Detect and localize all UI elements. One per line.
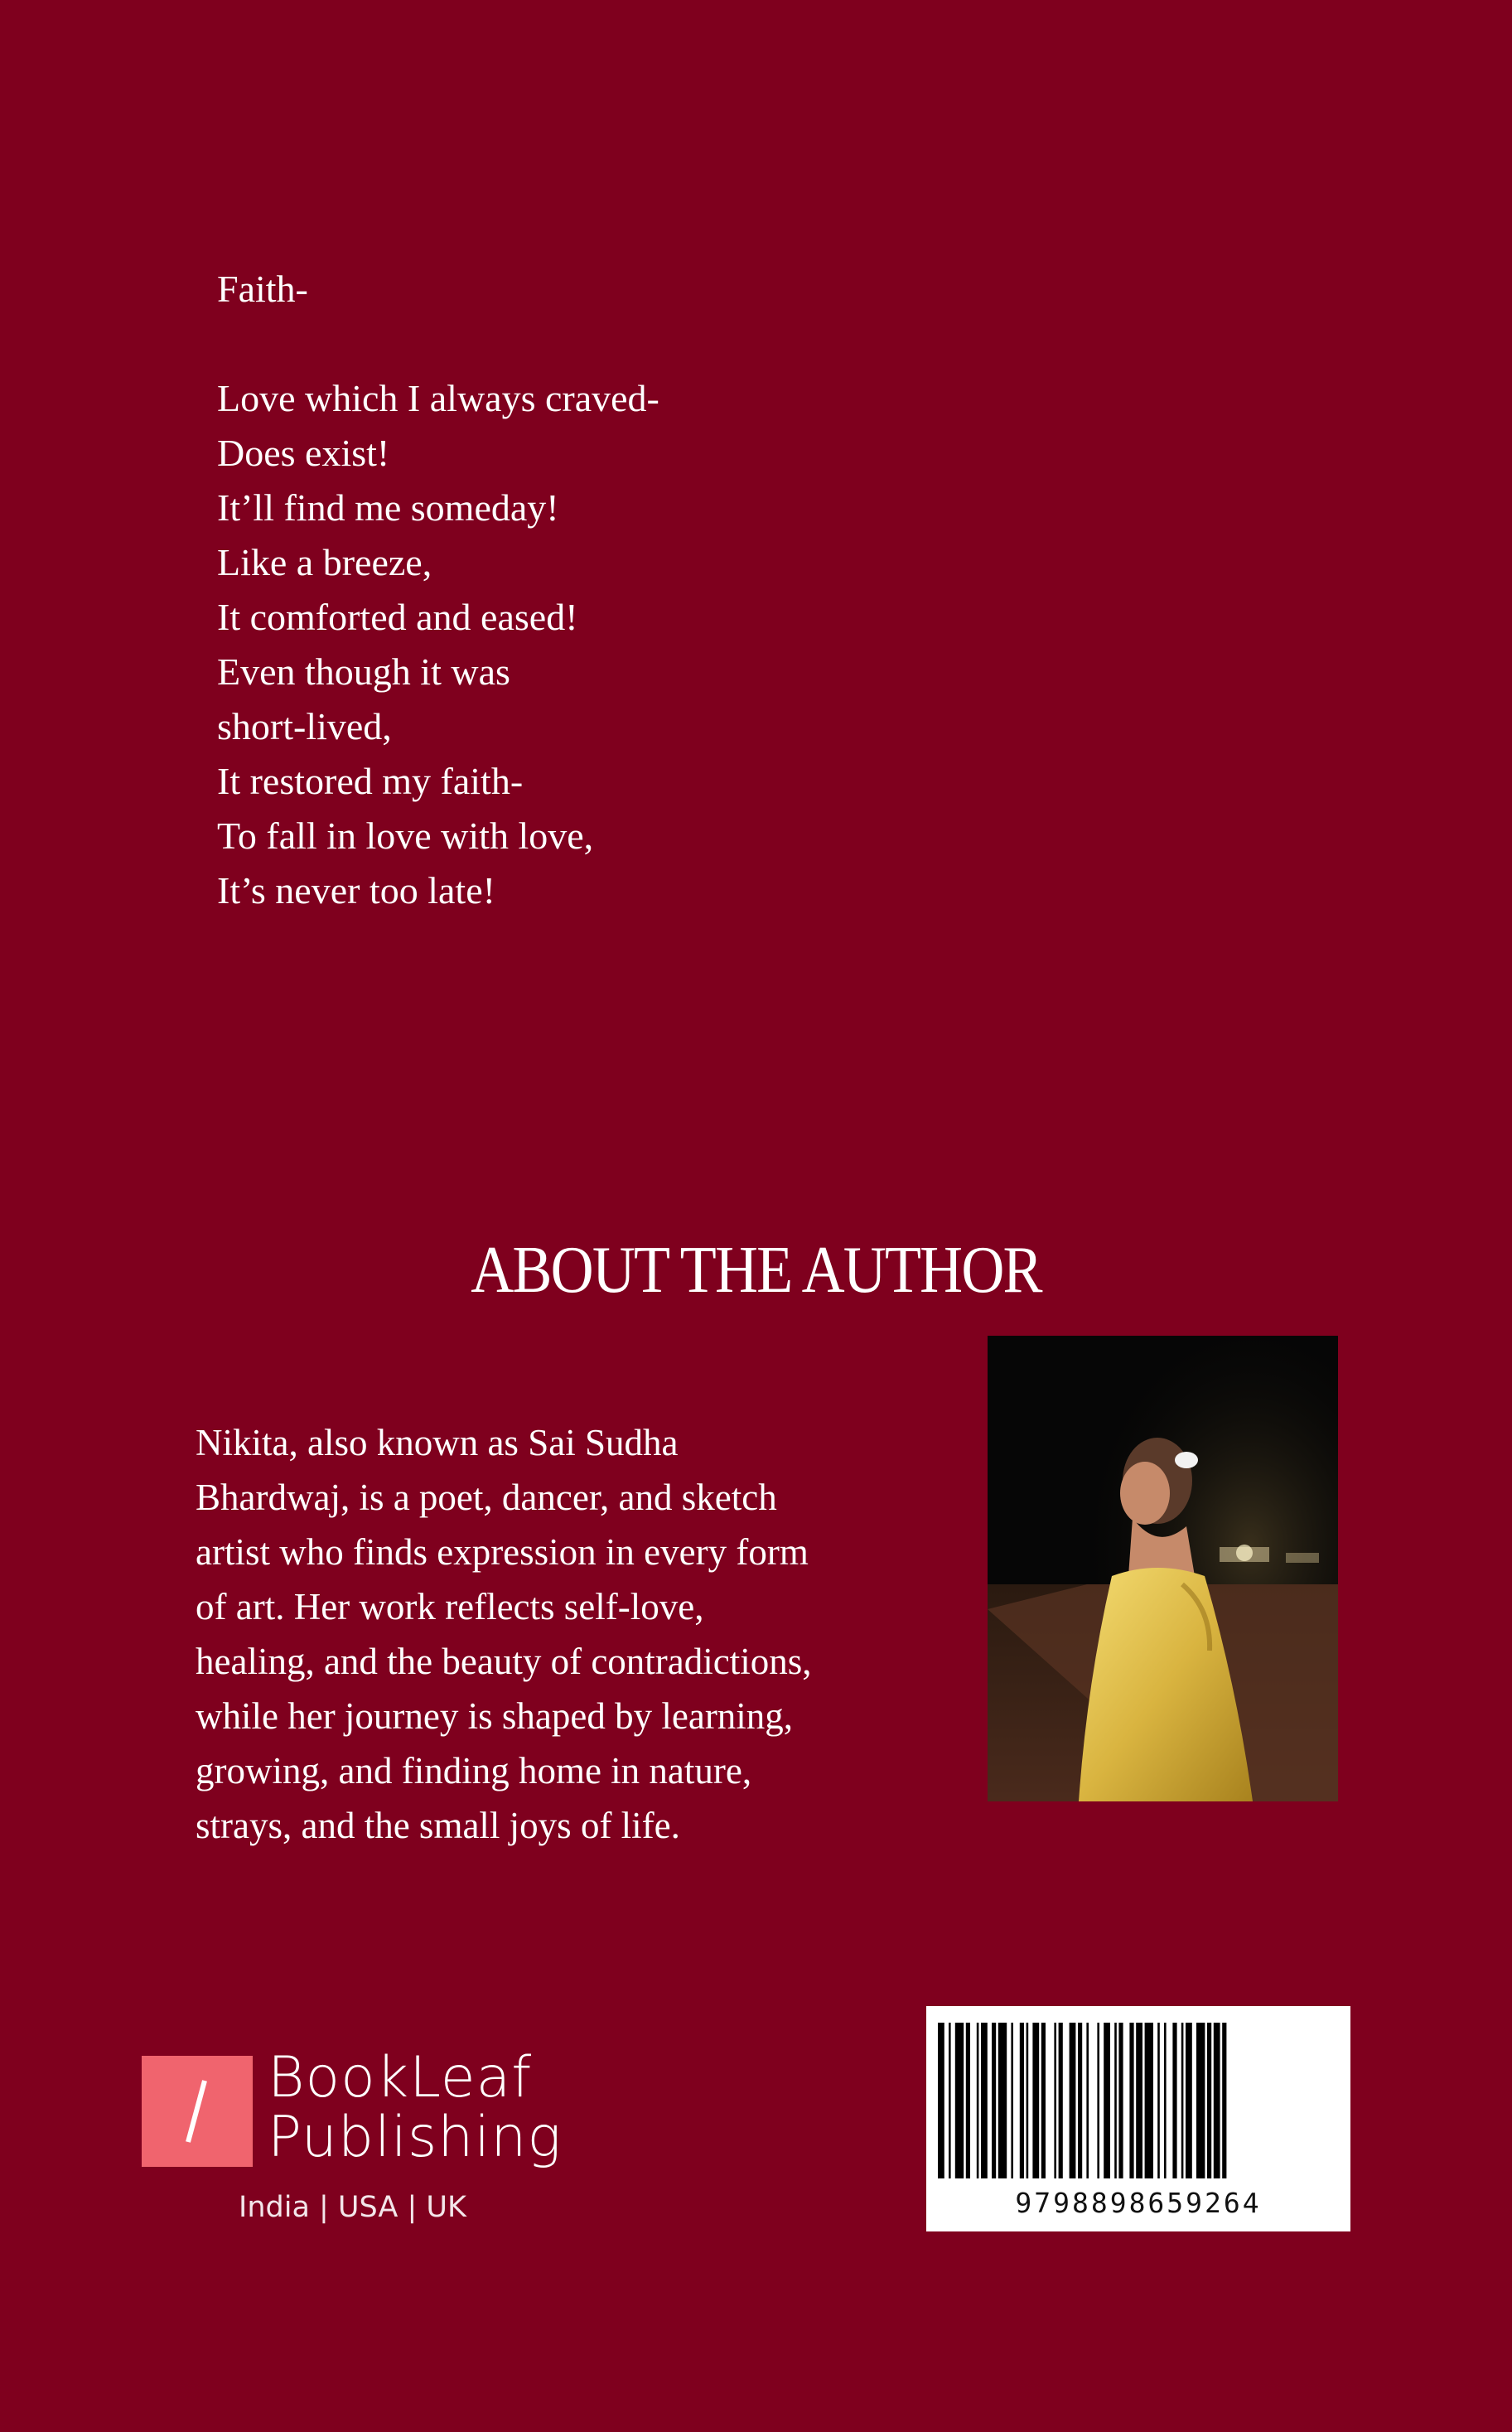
barcode-bar bbox=[1086, 2023, 1089, 2178]
barcode-bar bbox=[977, 2023, 979, 2178]
isbn-number: 9798898659264 bbox=[1015, 2187, 1262, 2219]
bio-line: Bhardwaj, is a poet, dancer, and sketch bbox=[196, 1477, 777, 1518]
poem-line: short-lived, bbox=[217, 705, 392, 747]
poem-line: To fall in love with love, bbox=[217, 815, 594, 857]
author-photo bbox=[988, 1336, 1338, 1801]
poem bbox=[217, 262, 659, 918]
barcode-bar bbox=[1054, 2023, 1056, 2178]
bio-line: growing, and finding home in nature, bbox=[196, 1750, 752, 1791]
barcode-bar bbox=[998, 2023, 1007, 2178]
publisher-regions: India | USA | UK bbox=[239, 2191, 466, 2224]
barcode-bar bbox=[949, 2023, 951, 2178]
barcode-bar bbox=[1164, 2023, 1167, 2178]
barcode-bar bbox=[1020, 2023, 1024, 2178]
barcode-bar bbox=[955, 2023, 964, 2178]
barcode-bar bbox=[1207, 2023, 1211, 2178]
barcode-bar bbox=[1214, 2023, 1220, 2178]
barcode-bar bbox=[1172, 2023, 1176, 2178]
barcode-bar bbox=[966, 2023, 970, 2178]
barcode-bar bbox=[938, 2023, 944, 2178]
barcode-bar bbox=[1097, 2023, 1099, 2178]
barcode-bars-icon bbox=[926, 2006, 1350, 2184]
poem-line: It restored my faith- bbox=[217, 760, 524, 802]
bio-line: while her journey is shaped by learning, bbox=[196, 1695, 794, 1737]
barcode-bar bbox=[1157, 2023, 1160, 2178]
barcode-bar bbox=[1027, 2023, 1029, 2178]
bio-line: of art. Her work reflects self-love, bbox=[196, 1586, 704, 1627]
bio-line: strays, and the small joys of life. bbox=[196, 1805, 680, 1846]
barcode-bar bbox=[1114, 2023, 1117, 2178]
slash-icon bbox=[142, 2056, 253, 2167]
author-bio bbox=[196, 1415, 925, 1853]
publisher-name bbox=[268, 2045, 563, 2170]
publisher-name-line1: BookLeaf bbox=[268, 2045, 533, 2110]
barcode-bar bbox=[1104, 2023, 1110, 2178]
publisher-logo-mark bbox=[142, 2056, 253, 2167]
bio-line: artist who finds expression in every form bbox=[196, 1531, 809, 1573]
barcode-bar bbox=[1118, 2023, 1123, 2178]
about-author-heading: ABOUT THE AUTHOR bbox=[471, 1234, 1041, 1307]
barcode-bar bbox=[1222, 2023, 1226, 2178]
barcode-bar bbox=[1129, 2023, 1133, 2178]
poem-line: It comforted and eased! bbox=[217, 596, 578, 638]
barcode-bar bbox=[1196, 2023, 1205, 2178]
barcode-bar bbox=[1136, 2023, 1142, 2178]
barcode-bar bbox=[992, 2023, 996, 2178]
poem-line: Like a breeze, bbox=[217, 541, 432, 583]
barcode-bar bbox=[1070, 2023, 1076, 2178]
barcode-bar bbox=[1011, 2023, 1013, 2178]
barcode-bar bbox=[1181, 2023, 1184, 2178]
poem-line: Even though it was bbox=[217, 650, 510, 693]
isbn-barcode bbox=[926, 2006, 1350, 2231]
barcode-bar bbox=[1186, 2023, 1192, 2178]
barcode-bar bbox=[1032, 2023, 1039, 2178]
publisher-name-line2: Publishing bbox=[268, 2105, 563, 2170]
barcode-bar bbox=[1041, 2023, 1046, 2178]
author-photo-illustration bbox=[988, 1336, 1338, 1801]
barcode-bar bbox=[981, 2023, 988, 2178]
barcode-bar bbox=[1145, 2023, 1153, 2178]
poem-line: Does exist! bbox=[217, 432, 390, 474]
poem-line: It’ll find me someday! bbox=[217, 486, 559, 529]
poem-line: Love which I always craved- bbox=[217, 377, 659, 419]
poem-line: It’s never too late! bbox=[217, 869, 495, 911]
bio-line: healing, and the beauty of contradictions, bbox=[196, 1641, 812, 1682]
barcode-bar bbox=[1059, 2023, 1063, 2178]
barcode-bar bbox=[1078, 2023, 1082, 2178]
poem-title: Faith- bbox=[217, 268, 308, 310]
bio-line: Nikita, also known as Sai Sudha bbox=[196, 1422, 679, 1463]
